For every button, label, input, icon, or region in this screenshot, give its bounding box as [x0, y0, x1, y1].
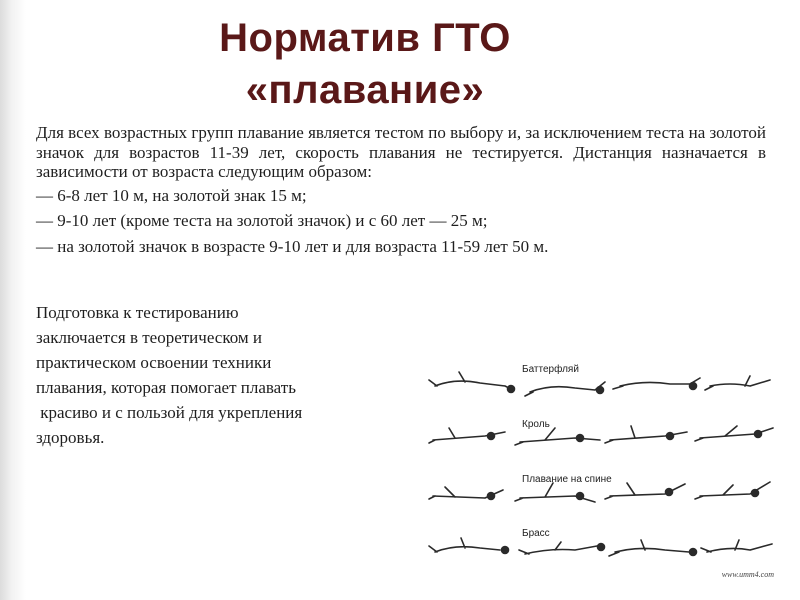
preparation-text — [36, 300, 436, 450]
preparation-line: Подготовка к тестированию — [36, 303, 239, 322]
slide-title — [150, 12, 580, 116]
label-backstroke: Плавание на спине — [522, 474, 612, 485]
title-line-1: Норматив ГТО — [219, 16, 511, 60]
swimmers-drawing — [425, 356, 780, 581]
image-watermark: www.umm4.com — [721, 570, 774, 579]
distance-item-1: — 6-8 лет 10 м, на золотой знак 15 м; — [36, 185, 307, 205]
label-breaststroke: Брасс — [522, 528, 550, 539]
distance-item-2: — 9-10 лет (кроме теста на золотой значок) и с 60 лет — 25 м; — [36, 211, 488, 230]
backstroke-swimmers — [429, 482, 770, 502]
preparation-line: практическом освоении техники — [36, 353, 272, 372]
intro-block — [36, 123, 766, 262]
preparation-line: здоровья. — [36, 428, 105, 447]
label-butterfly: Баттерфляй — [522, 364, 579, 375]
preparation-line: красиво и с пользой для укрепления — [36, 403, 303, 422]
crawl-swimmers — [429, 426, 773, 445]
butterfly-swimmers — [429, 372, 770, 396]
label-crawl: Кроль — [522, 419, 550, 430]
intro-paragraph: Для всех возрастных групп плавание является тестом по выбору и, за исключением теста на золотой значок для возрастов 11-39 лет, скорость плавания не тестируется. Дистанция назначается в зависимости от возраста следующим образом: — [36, 123, 766, 181]
breaststroke-swimmers — [429, 538, 772, 556]
preparation-line: заключается в теоретическом и — [36, 328, 263, 347]
preparation-line: плавания, которая помогает плавать — [36, 378, 296, 397]
distance-item-3: — на золотой значок в возрасте 9-10 лет и для возраста 11-59 лет 50 м. — [36, 236, 549, 256]
swimming-styles-illustration — [425, 356, 780, 581]
slide-edge-shadow — [0, 0, 26, 600]
title-line-2: «плавание» — [245, 68, 485, 112]
